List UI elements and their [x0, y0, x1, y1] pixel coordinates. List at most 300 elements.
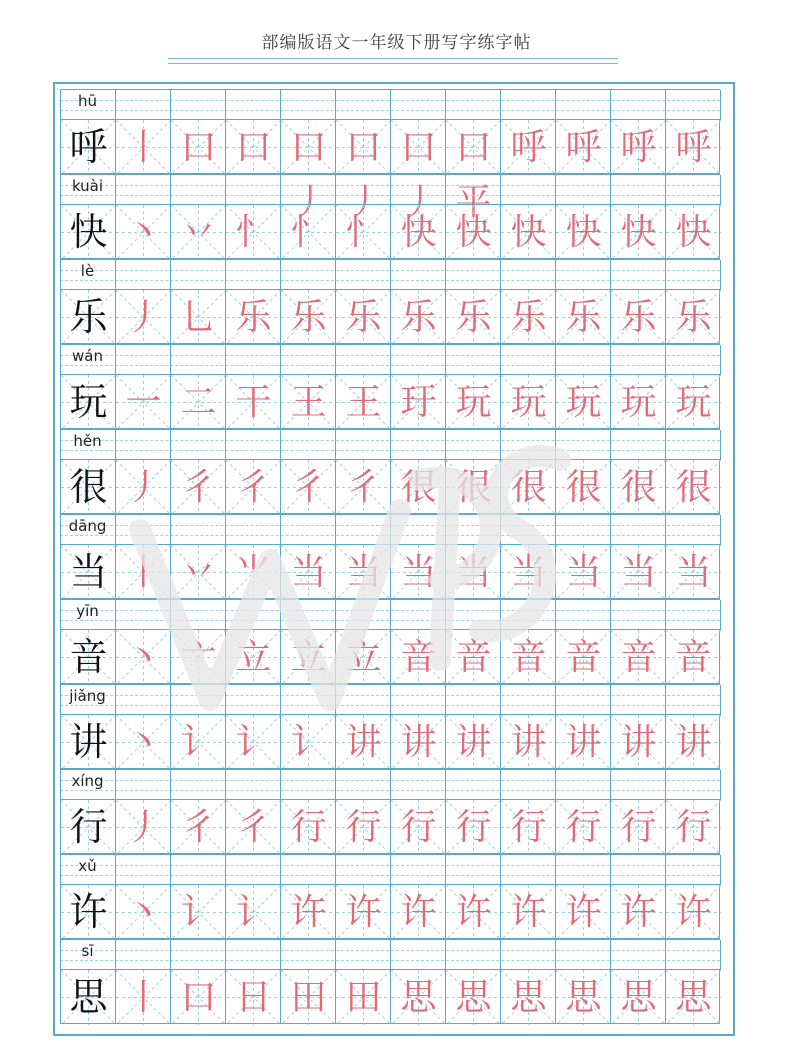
tracing-cell[interactable] [170, 799, 225, 854]
tracing-cell[interactable] [335, 714, 390, 769]
pinyin-cell-divider [115, 430, 116, 460]
tracing-cell[interactable] [500, 119, 555, 174]
pinyin-label: dāng [68, 517, 107, 535]
tracing-cell[interactable] [170, 714, 225, 769]
tracing-cell[interactable] [555, 629, 610, 684]
tracing-cell[interactable] [445, 714, 500, 769]
pinyin-cell-divider [555, 175, 556, 205]
tracing-cell[interactable] [665, 119, 720, 174]
character-cells [60, 289, 720, 344]
tracing-cell[interactable] [280, 459, 335, 514]
pinyin-cell-divider [610, 855, 611, 885]
stroke-order-step: 讲 [675, 722, 712, 763]
pinyin-cell-divider [225, 260, 226, 290]
stroke-order-step: 口 [180, 977, 217, 1018]
stroke-order-step: 乐 [400, 297, 437, 338]
tracing-cell[interactable] [390, 969, 445, 1024]
tracing-cell[interactable] [500, 459, 555, 514]
tracing-cell[interactable] [610, 799, 665, 854]
tracing-cell[interactable] [500, 374, 555, 429]
tracing-cell[interactable] [390, 204, 445, 259]
model-character: 当 [69, 550, 108, 594]
pinyin-cell-divider [445, 855, 446, 885]
pinyin-cell-divider [445, 515, 446, 545]
stroke-order-step: 乐 [345, 297, 382, 338]
tracing-cell[interactable] [445, 969, 500, 1024]
pinyin-cell-divider [610, 175, 611, 205]
pinyin-band [60, 599, 720, 629]
stroke-order-step: 乐 [510, 297, 547, 338]
model-character-cell [60, 969, 115, 1024]
pinyin-label: hěn [73, 432, 102, 450]
tracing-cell[interactable] [665, 884, 720, 939]
tracing-cell[interactable] [335, 204, 390, 259]
stroke-order-step: 许 [565, 892, 602, 933]
pinyin-cell-divider [280, 770, 281, 800]
tracing-cell[interactable] [280, 969, 335, 1024]
tracing-cell[interactable] [335, 374, 390, 429]
tracing-cell[interactable] [390, 289, 445, 344]
pinyin-cell-divider [225, 600, 226, 630]
pinyin-cell-divider [555, 430, 556, 460]
tracing-cell[interactable] [445, 884, 500, 939]
stroke-order-step: 彳 [180, 467, 217, 508]
pinyin-cell-divider [225, 175, 226, 205]
stroke-order-step: 日 [235, 977, 272, 1018]
stroke-order-step: 快 [400, 212, 437, 253]
tracing-cell[interactable] [170, 969, 225, 1024]
stroke-order-step: 丶 [125, 637, 162, 678]
tracing-cell[interactable] [445, 119, 500, 223]
pinyin-cell-divider [280, 345, 281, 375]
pinyin-cell-divider [500, 600, 501, 630]
tracing-cell[interactable] [445, 374, 500, 429]
pinyin-label: sī [81, 942, 94, 960]
tracing-cell[interactable] [665, 629, 720, 684]
character-cells [60, 459, 720, 514]
tracing-cell[interactable] [280, 204, 335, 259]
pinyin-cell-divider [445, 685, 446, 715]
tracing-cell[interactable] [390, 119, 445, 223]
stroke-order-step: 行 [565, 807, 602, 848]
stroke-order-step: 丨 [125, 977, 162, 1018]
pinyin-cell-divider [390, 515, 391, 545]
tracing-cell[interactable] [390, 459, 445, 514]
pinyin-band [60, 939, 720, 969]
stroke-order-step: 彳 [235, 467, 272, 508]
character-cells [60, 799, 720, 854]
tracing-cell[interactable] [335, 799, 390, 854]
stroke-order-step: 一 [125, 382, 162, 423]
stroke-order-step: 思 [510, 977, 547, 1018]
tracing-cell[interactable] [170, 119, 225, 174]
stroke-order-step: 丶 [125, 892, 162, 933]
pinyin-cell-divider [225, 855, 226, 885]
model-character: 音 [69, 635, 108, 679]
stroke-order-step: 许 [345, 892, 382, 933]
pinyin-cell-divider [720, 90, 721, 120]
tracing-cell[interactable] [335, 544, 390, 599]
pinyin-cell-divider [115, 345, 116, 375]
stroke-order-step: 乐 [620, 297, 657, 338]
tracing-cell[interactable] [170, 459, 225, 514]
tracing-cell[interactable] [280, 119, 335, 223]
stroke-order-step: 很 [455, 467, 492, 508]
tracing-cell[interactable] [555, 119, 610, 174]
tracing-cell[interactable] [555, 204, 610, 259]
pinyin-cell-divider [665, 940, 666, 970]
tracing-cell[interactable] [610, 374, 665, 429]
stroke-order-step: 田 [290, 977, 327, 1018]
stroke-order-step: 当 [290, 552, 327, 593]
pinyin-cell-divider [335, 515, 336, 545]
pinyin-cell-divider [445, 430, 446, 460]
stroke-order-step: 讲 [455, 722, 492, 763]
pinyin-cell-divider [555, 770, 556, 800]
tracing-cell[interactable] [665, 799, 720, 854]
pinyin-cell-divider [500, 515, 501, 545]
tracing-cell[interactable] [335, 119, 390, 223]
tracing-cell[interactable] [225, 799, 280, 854]
tracing-cell[interactable] [170, 374, 225, 429]
stroke-order-step: 很 [565, 467, 602, 508]
pinyin-cell-divider [390, 175, 391, 205]
pinyin-cell-divider [170, 345, 171, 375]
tracing-cell[interactable] [225, 629, 280, 684]
tracing-cell[interactable] [555, 714, 610, 769]
tracing-cell[interactable] [445, 204, 500, 259]
tracing-cell[interactable] [610, 544, 665, 599]
tracing-cell[interactable] [225, 289, 280, 344]
tracing-cell[interactable] [555, 969, 610, 1024]
stroke-order-step: 丿 [125, 297, 162, 338]
tracing-cell[interactable] [610, 459, 665, 514]
stroke-order-step: 行 [455, 807, 492, 848]
pinyin-cell-divider [500, 260, 501, 290]
page-title: 部编版语文一年级下册写字练字帖 [261, 33, 532, 53]
stroke-order-step: 当 [455, 552, 492, 593]
tracing-cell[interactable] [280, 884, 335, 939]
tracing-cell[interactable] [115, 459, 170, 514]
stroke-order-step: 丷 [180, 552, 217, 593]
pinyin-cell-divider [225, 770, 226, 800]
tracing-cell[interactable] [115, 374, 170, 429]
tracing-cell[interactable] [500, 884, 555, 939]
tracing-cell[interactable] [390, 629, 445, 684]
stroke-order-step: 当 [345, 552, 382, 593]
pinyin-cell-divider [390, 260, 391, 290]
tracing-cell[interactable] [225, 884, 280, 939]
tracing-cell[interactable] [225, 544, 280, 599]
tracing-cell[interactable] [115, 119, 170, 174]
tracing-cell[interactable] [610, 969, 665, 1024]
tracing-cell[interactable] [610, 289, 665, 344]
tracing-cell[interactable] [555, 289, 610, 344]
pinyin-cell-divider [445, 90, 446, 120]
tracing-cell[interactable] [445, 544, 500, 599]
tracing-cell[interactable] [610, 204, 665, 259]
pinyin-cell-divider [115, 685, 116, 715]
model-character: 行 [69, 805, 108, 849]
tracing-cell[interactable] [335, 629, 390, 684]
pinyin-cell-divider [225, 90, 226, 120]
model-character-cell [60, 629, 115, 684]
practice-row [60, 514, 720, 599]
stroke-order-step: 乐 [235, 297, 272, 338]
tracing-cell[interactable] [170, 544, 225, 599]
tracing-cell[interactable] [280, 374, 335, 429]
tracing-cell[interactable] [665, 289, 720, 344]
pinyin-label: jiǎng [69, 687, 106, 705]
tracing-cell[interactable] [280, 544, 335, 599]
stroke-order-step: 快 [675, 212, 712, 253]
tracing-cell[interactable] [555, 544, 610, 599]
pinyin-cell-divider [225, 345, 226, 375]
tracing-cell[interactable] [610, 629, 665, 684]
tracing-cell[interactable] [335, 289, 390, 344]
pinyin-cell-divider [225, 685, 226, 715]
practice-row [60, 344, 720, 429]
practice-row [60, 854, 720, 939]
stroke-order-step: 口平 [455, 127, 492, 223]
pinyin-cell-divider [500, 90, 501, 120]
tracing-cell[interactable] [225, 459, 280, 514]
tracing-cell[interactable] [500, 289, 555, 344]
tracing-cell[interactable] [335, 969, 390, 1024]
pinyin-cell-divider [610, 940, 611, 970]
stroke-order-step: 行 [345, 807, 382, 848]
pinyin-cell-divider [610, 515, 611, 545]
pinyin-label: hū [77, 92, 97, 110]
tracing-cell[interactable] [500, 204, 555, 259]
pinyin-cell-divider [500, 685, 501, 715]
tracing-cell[interactable] [555, 884, 610, 939]
tracing-cell[interactable] [445, 459, 500, 514]
pinyin-cell-divider [445, 770, 446, 800]
stroke-order-step: 丶 [125, 722, 162, 763]
model-character: 快 [69, 210, 108, 254]
tracing-cell[interactable] [665, 459, 720, 514]
pinyin-cell-divider [555, 90, 556, 120]
model-character-cell [60, 119, 115, 174]
tracing-cell[interactable] [280, 714, 335, 769]
pinyin-label: lè [80, 262, 95, 280]
tracing-cell[interactable] [445, 799, 500, 854]
practice-row [60, 259, 720, 344]
stroke-order-step: 玩 [510, 382, 547, 423]
pinyin-band [60, 429, 720, 459]
pinyin-cell-divider [390, 940, 391, 970]
tracing-cell[interactable] [115, 289, 170, 344]
pinyin-cell-divider [335, 600, 336, 630]
stroke-order-step: 王 [345, 382, 382, 423]
stroke-order-step: 彳 [345, 467, 382, 508]
tracing-cell[interactable] [280, 629, 335, 684]
stroke-order-step: 行 [620, 807, 657, 848]
tracing-cell[interactable] [115, 969, 170, 1024]
tracing-cell[interactable] [280, 799, 335, 854]
pinyin-cell-divider [445, 260, 446, 290]
stroke-order-step: 呼 [565, 127, 602, 168]
tracing-cell[interactable] [555, 459, 610, 514]
tracing-cell[interactable] [665, 374, 720, 429]
tracing-cell[interactable] [500, 799, 555, 854]
tracing-cell[interactable] [445, 289, 500, 344]
pinyin-cell-divider [555, 515, 556, 545]
practice-row [60, 684, 720, 769]
pinyin-cell-divider [280, 600, 281, 630]
tracing-cell[interactable] [555, 374, 610, 429]
stroke-order-step: 讠 [180, 722, 217, 763]
pinyin-cell-divider [610, 260, 611, 290]
pinyin-cell-divider [335, 430, 336, 460]
tracing-cell[interactable] [170, 289, 225, 344]
pinyin-cell-divider [280, 940, 281, 970]
pinyin-cell-divider [280, 685, 281, 715]
tracing-cell[interactable] [610, 119, 665, 174]
tracing-cell[interactable] [665, 714, 720, 769]
tracing-cell[interactable] [445, 629, 500, 684]
pinyin-cell-divider [115, 770, 116, 800]
tracing-cell[interactable] [665, 969, 720, 1024]
tracing-cell[interactable] [665, 204, 720, 259]
pinyin-cell-divider [170, 685, 171, 715]
tracing-cell[interactable] [390, 884, 445, 939]
stroke-order-step: 快 [565, 212, 602, 253]
pinyin-cell-divider [500, 855, 501, 885]
pinyin-band [60, 684, 720, 714]
stroke-order-step: 忄 [235, 212, 272, 253]
pinyin-cell-divider [720, 175, 721, 205]
tracing-cell[interactable] [500, 629, 555, 684]
tracing-cell[interactable] [335, 459, 390, 514]
tracing-cell[interactable] [610, 714, 665, 769]
tracing-cell[interactable] [390, 544, 445, 599]
pinyin-cell-divider [170, 855, 171, 885]
tracing-cell[interactable] [500, 714, 555, 769]
tracing-cell[interactable] [500, 544, 555, 599]
pinyin-cell-divider [720, 515, 721, 545]
model-character-cell [60, 884, 115, 939]
stroke-order-step: 玩 [620, 382, 657, 423]
pinyin-cell-divider [720, 345, 721, 375]
pinyin-cell-divider [170, 430, 171, 460]
pinyin-cell-divider [390, 90, 391, 120]
stroke-order-step: 思 [455, 977, 492, 1018]
tracing-cell[interactable] [225, 119, 280, 174]
tracing-cell[interactable] [500, 969, 555, 1024]
tracing-cell[interactable] [115, 799, 170, 854]
stroke-order-step: 丨 [125, 127, 162, 168]
tracing-cell[interactable] [390, 374, 445, 429]
title-underline [168, 58, 618, 64]
tracing-cell[interactable] [280, 289, 335, 344]
pinyin-band [60, 514, 720, 544]
stroke-order-step: 快 [455, 212, 492, 253]
tracing-cell[interactable] [225, 374, 280, 429]
pinyin-cell-divider [555, 600, 556, 630]
stroke-order-step: 思 [400, 977, 437, 1018]
stroke-order-step: 讠 [235, 892, 272, 933]
character-cells [60, 544, 720, 599]
stroke-order-step: 当 [400, 552, 437, 593]
model-character-cell [60, 204, 115, 259]
stroke-order-step: 讲 [400, 722, 437, 763]
tracing-cell[interactable] [390, 714, 445, 769]
tracing-cell[interactable] [225, 204, 280, 259]
model-character-cell [60, 289, 115, 344]
stroke-order-step: 立 [235, 637, 272, 678]
tracing-cell[interactable] [555, 799, 610, 854]
tracing-cell[interactable] [170, 629, 225, 684]
stroke-order-step: 口丿 [400, 127, 437, 223]
tracing-cell[interactable] [665, 544, 720, 599]
character-cells [60, 374, 720, 429]
model-character-cell [60, 714, 115, 769]
pinyin-cell-divider [390, 855, 391, 885]
pinyin-cell-divider [335, 855, 336, 885]
pinyin-cell-divider [665, 600, 666, 630]
tracing-cell[interactable] [610, 884, 665, 939]
stroke-order-step: 呼 [675, 127, 712, 168]
pinyin-cell-divider [225, 515, 226, 545]
tracing-cell[interactable] [115, 884, 170, 939]
pinyin-cell-divider [390, 600, 391, 630]
tracing-cell[interactable] [115, 544, 170, 599]
stroke-order-step: 二 [180, 382, 217, 423]
pinyin-label: xǔ [78, 857, 97, 875]
stroke-order-step: 乐 [455, 297, 492, 338]
pinyin-band [60, 854, 720, 884]
stroke-order-step: 许 [675, 892, 712, 933]
stroke-order-step: 行 [290, 807, 327, 848]
tracing-cell[interactable] [170, 884, 225, 939]
tracing-cell[interactable] [115, 204, 170, 259]
pinyin-cell-divider [610, 345, 611, 375]
stroke-order-step: 玗 [400, 382, 437, 423]
pinyin-cell-divider [665, 685, 666, 715]
model-character: 讲 [69, 720, 108, 764]
pinyin-cell-divider [665, 90, 666, 120]
stroke-order-step: 丶 [125, 212, 162, 253]
tracing-cell[interactable] [225, 714, 280, 769]
stroke-order-step: 丷 [180, 212, 217, 253]
tracing-cell[interactable] [115, 714, 170, 769]
tracing-cell[interactable] [170, 204, 225, 259]
pinyin-label: wán [72, 347, 103, 365]
tracing-cell[interactable] [335, 884, 390, 939]
pinyin-cell-divider [610, 770, 611, 800]
pinyin-cell-divider [500, 770, 501, 800]
pinyin-cell-divider [390, 770, 391, 800]
stroke-order-step: 当 [565, 552, 602, 593]
pinyin-cell-divider [390, 685, 391, 715]
pinyin-cell-divider [720, 940, 721, 970]
pinyin-cell-divider [280, 175, 281, 205]
stroke-order-step: 乐 [675, 297, 712, 338]
tracing-cell[interactable] [390, 799, 445, 854]
stroke-order-step: 音 [620, 637, 657, 678]
tracing-cell[interactable] [115, 629, 170, 684]
stroke-order-step: 讲 [345, 722, 382, 763]
pinyin-cell-divider [170, 770, 171, 800]
tracing-cell[interactable] [225, 969, 280, 1024]
pinyin-cell-divider [555, 260, 556, 290]
stroke-order-step: 许 [510, 892, 547, 933]
pinyin-cell-divider [335, 175, 336, 205]
stroke-order-step: 音 [675, 637, 712, 678]
pinyin-cell-divider [280, 855, 281, 885]
